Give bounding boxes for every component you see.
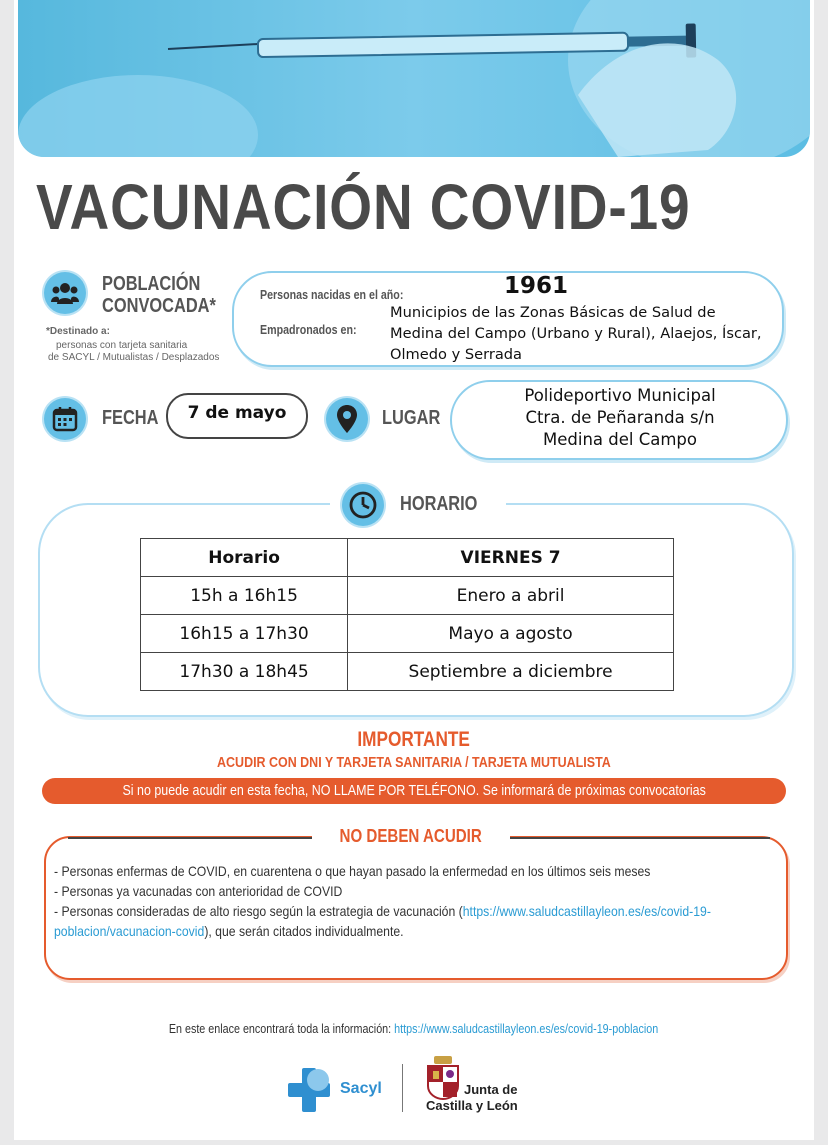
table-header: VIERNES 7 [348, 539, 674, 577]
table-header-row [141, 539, 674, 577]
importante-title: IMPORTANTE [357, 728, 471, 751]
municipios-text: Municipios de las Zonas Básicas de Salud de Medina del Campo (Urbano y Rural), Alaejos, Íscar, Olmedo y Serrada [390, 304, 762, 363]
list-item: - Personas enfermas de COVID, en cuarentena o que hayan pasado la enfermedad en los últimos seis meses [54, 864, 651, 879]
no-deben-title: NO DEBEN ACUDIR [339, 826, 483, 846]
no-deben-list [54, 862, 774, 942]
table-row [141, 615, 674, 653]
footer-info [14, 1022, 814, 1036]
table-cell: 17h30 a 18h45 [141, 653, 348, 691]
importante-subtitle: ACUDIR CON DNI Y TARJETA SANITARIA / TARJETA MUTUALISTA [217, 755, 611, 771]
fecha-value: 7 de mayo [187, 403, 287, 423]
note-title: *Destinado a: [46, 326, 110, 337]
lugar-line-1: Polideportivo Municipal [524, 386, 716, 405]
syringe-illustration [18, 0, 810, 157]
fecha-label: FECHA [102, 407, 159, 429]
table-cell: Enero a abril [348, 577, 674, 615]
divider-right [510, 837, 770, 839]
vacunacion-link[interactable]: https://www.saludcastillayleon.es/es/covid-19-poblacion/vacunacion-covid [54, 904, 711, 939]
poblacion-label-1: POBLACIÓN [102, 273, 201, 295]
note-line-2: de SACYL / Mutualistas / Desplazados [48, 352, 220, 363]
sacyl-cross-icon [288, 1068, 338, 1112]
location-pin-icon [326, 398, 368, 440]
page-title: VACUNACIÓN COVID-19 [36, 171, 691, 243]
list-item: - Personas ya vacunadas con anterioridad de COVID [54, 884, 343, 899]
divider-left [68, 837, 312, 839]
sacyl-logo [288, 1068, 382, 1117]
lugar-line-2: Ctra. de Peñaranda s/n [525, 408, 715, 427]
table-cell: 15h a 16h15 [141, 577, 348, 615]
table-cell: Septiembre a diciembre [348, 653, 674, 691]
sacyl-text: Sacyl [340, 1080, 382, 1097]
hero-banner [18, 0, 810, 157]
footer-info-link[interactable]: https://www.saludcastillayleon.es/es/covid-19-poblacion [394, 1022, 659, 1036]
note-line-1: personas con tarjeta sanitaria [56, 340, 188, 351]
junta-line-2: Castilla y León [426, 1098, 518, 1113]
junta-line-1: Junta de [464, 1082, 518, 1097]
table-header: Horario [141, 539, 348, 577]
nacidas-label: Personas nacidas en el año: [260, 287, 404, 302]
people-icon [44, 272, 86, 314]
warning-bar: Si no puede acudir en esta fecha, NO LLAME POR TELÉFONO. Se informará de próximas convocatorias [42, 778, 786, 804]
schedule-table [140, 538, 674, 691]
lugar-label: LUGAR [382, 407, 441, 429]
lugar-text [450, 385, 790, 451]
calendar-icon [44, 398, 86, 440]
table-row [141, 577, 674, 615]
footer-info-text: En este enlace encontrará toda la información: [169, 1022, 392, 1036]
table-cell: 16h15 a 17h30 [141, 615, 348, 653]
horario-label: HORARIO [400, 493, 478, 515]
clock-icon [342, 484, 384, 526]
table-cell: Mayo a agosto [348, 615, 674, 653]
footer-divider [402, 1064, 403, 1112]
poblacion-label-2: CONVOCADA* [102, 295, 216, 317]
table-row [141, 653, 674, 691]
list-item: - Personas consideradas de alto riesgo según la estrategia de vacunación (https://www.saludcastillayleon.es/es/covid-19-poblacion/vacunacion-covid), que serán citados individualmente. [54, 904, 711, 939]
coat-of-arms-icon [426, 1056, 460, 1100]
empadronados-label: Empadronados en: [260, 322, 357, 337]
birth-year: 1961 [504, 273, 569, 299]
poster [14, 0, 814, 1140]
lugar-line-3: Medina del Campo [543, 430, 697, 449]
junta-logo [426, 1056, 518, 1113]
